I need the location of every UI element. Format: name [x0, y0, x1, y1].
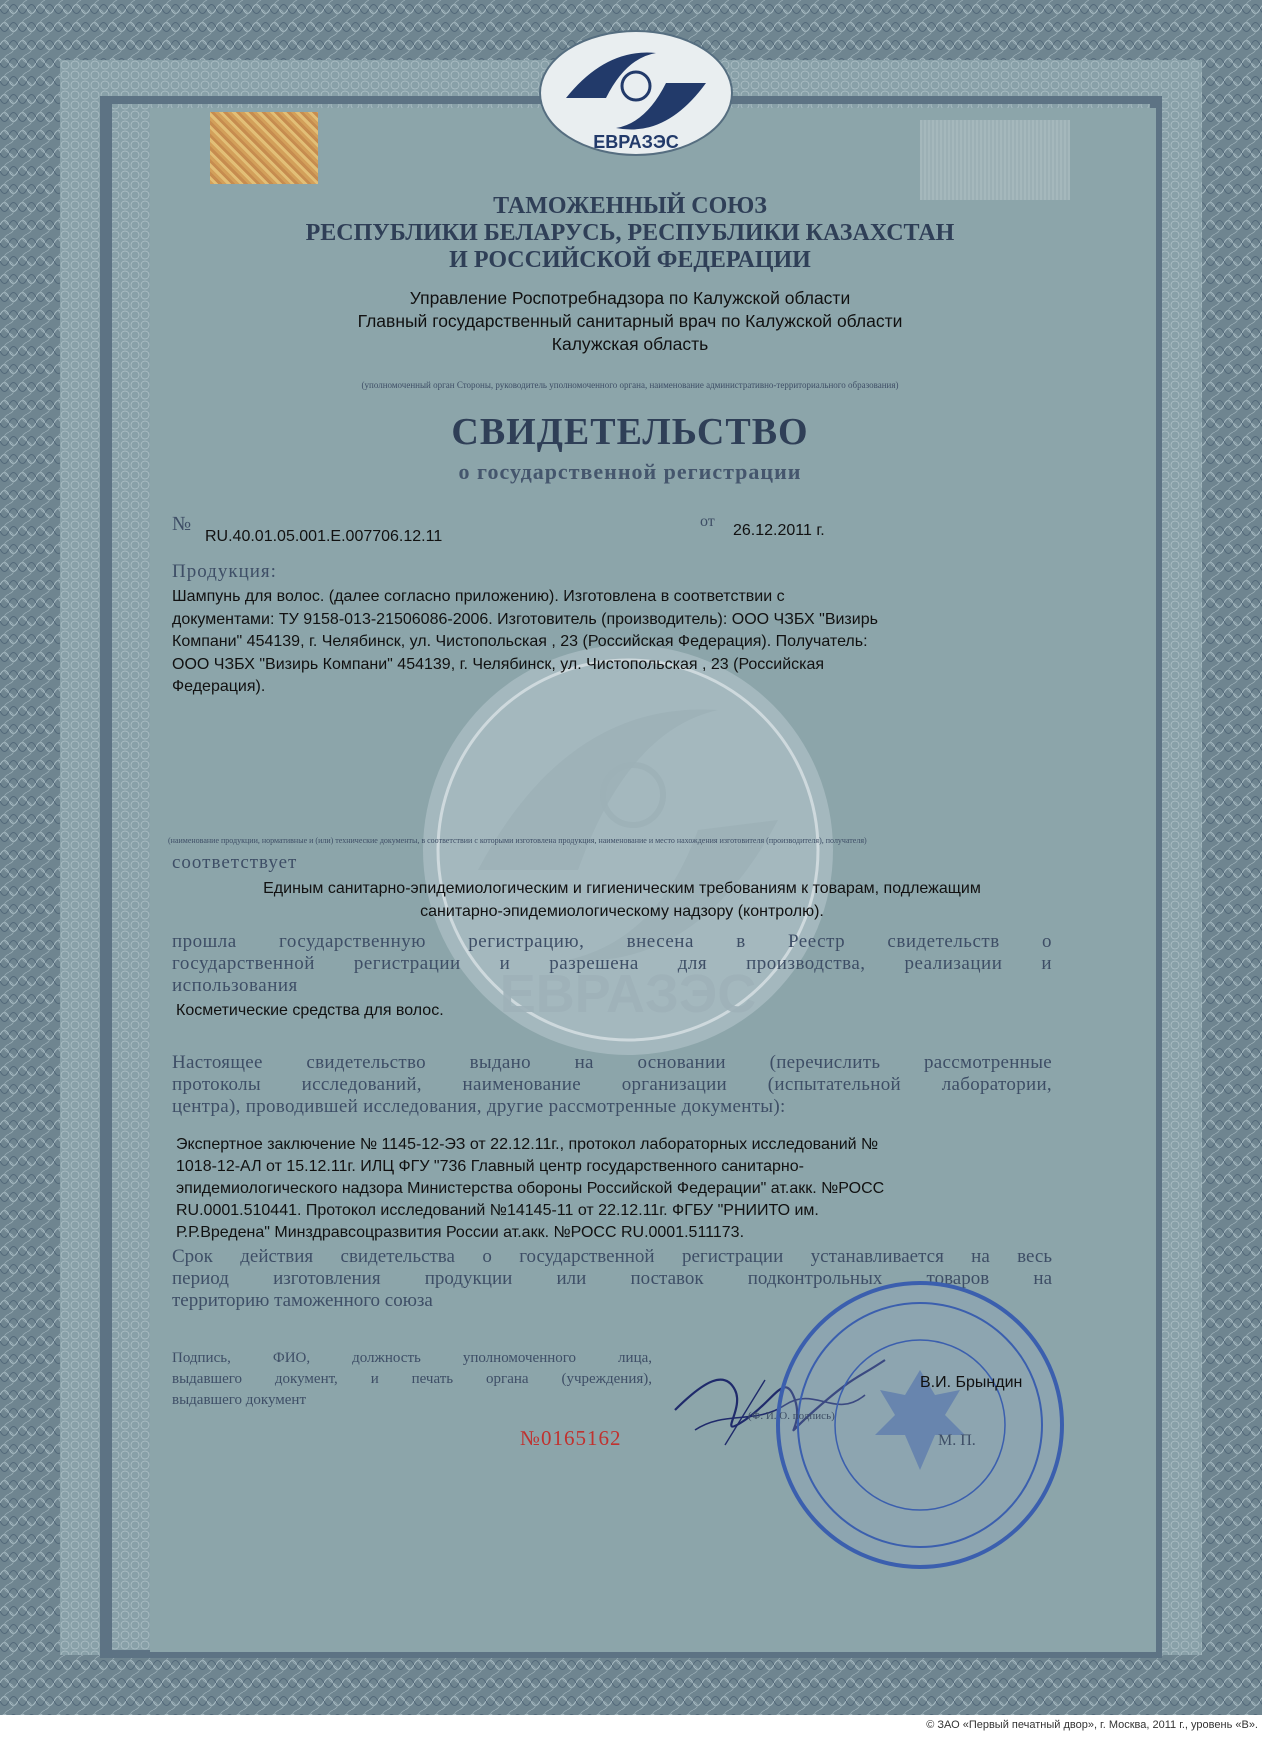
registered-line-1: прошла государственную регистрацию, внесена в Реестр свидетельств о — [172, 931, 1052, 952]
basis-detail-4: RU.0001.510441. Протокол исследований №14145-11 от 22.12.11г. ФГБУ "РНИИТО им. — [176, 1202, 819, 1219]
basis-line-3: центра), проводившей исследования, другие рассмотренные документы): — [172, 1096, 786, 1117]
product-line-1: Шампунь для волос. (далее согласно приложению). Изготовлена в соответствии с — [172, 588, 785, 605]
logo-text: ЕВРАЗЭС — [593, 132, 679, 152]
product-caption: (наименование продукции, нормативные и (или) технические документы, в соответствии с которыми изготовлена продукция, наименование и место нахождения изготовителя (производителя), получателя) — [168, 836, 867, 845]
product-line-4: ООО ЧЗБХ "Визирь Компани" 454139, г. Челябинск, ул. Чистопольская , 23 (Российская — [172, 655, 825, 673]
date-label: от — [700, 513, 715, 530]
registered-line-3: использования — [172, 975, 298, 996]
registration-date: 26.12.2011 г. — [733, 522, 825, 539]
product-line-3: Компани" 454139, г. Челябинск, ул. Чистопольская , 23 (Российская Федерация). Получатель: — [172, 633, 868, 650]
security-watermark-pattern — [920, 120, 1070, 200]
basis-line-2: протоколы исследований, наименование организации (испытательной лаборатории, — [172, 1074, 1052, 1095]
conformity-line-1: Единым санитарно-эпидемиологическим и гигиеническим требованиям к товарам, подлежащим — [263, 880, 981, 897]
authority-line-2: Главный государственный санитарный врач по Калужской области — [357, 311, 903, 331]
stamp-place-label: М. П. — [938, 1432, 976, 1449]
authority-line-3: Калужская область — [551, 334, 709, 354]
certificate-subtitle: о государственной регистрации — [458, 459, 802, 484]
header-line-3: И РОССИЙСКОЙ ФЕДЕРАЦИИ — [449, 247, 811, 273]
validity-line-1: Срок действия свидетельства о государственной регистрации устанавливается на весь — [172, 1246, 1052, 1267]
basis-details — [176, 1134, 1056, 1244]
product-line-5: Федерация). — [172, 678, 266, 695]
eurasec-watermark-icon — [418, 640, 838, 1060]
usage-text: Косметические средства для волос. — [176, 1002, 444, 1019]
authority-caption: (уполномоченный орган Стороны, руководитель уполномоченного органа, наименование административно-территориального образования) — [361, 380, 899, 390]
conformity-label: соответствует — [172, 852, 298, 873]
authority-block — [260, 287, 1000, 356]
conformity-line-2: санитарно-эпидемиологическому надзору (контролю). — [420, 902, 824, 920]
signature-caption — [172, 1348, 652, 1411]
authority-line-1: Управление Роспотребнадзора по Калужской области — [409, 288, 851, 308]
hologram-sticker — [210, 112, 318, 184]
printer-credit: © ЗАО «Первый печатный двор», г. Москва, 2011 г., уровень «В». — [926, 1719, 1258, 1731]
serial-number: №0165162 — [520, 1426, 622, 1450]
watermark-text: ЕВРАЗЭС — [499, 964, 757, 1024]
official-stamp — [770, 1275, 1070, 1575]
basis-detail-5: Р.Р.Вредена" Минздравсоцразвития России ат.акк. №РОСС RU.0001.511173. — [176, 1224, 745, 1241]
union-header — [260, 193, 1000, 274]
basis-line-1: Настоящее свидетельство выдано на основании (перечислить рассмотренные — [172, 1052, 1052, 1073]
product-line-2: документами: ТУ 9158-013-21506086-2006. Изготовитель (производитель): ООО ЧЗБХ "Визирь — [172, 610, 878, 628]
printer-footer — [0, 1715, 1272, 1740]
signatory-name: В.И. Брындин — [920, 1374, 1023, 1391]
header-line-1: ТАМОЖЕННЫЙ СОЮЗ — [493, 193, 767, 219]
signature-caption-2: выдавшего документ, и печать органа (учреждения), — [172, 1371, 652, 1387]
signature-caption-3: выдавшего документ — [172, 1392, 307, 1408]
basis-detail-3: эпидемиологического надзора Министерства обороны Российской Федерации" ат.акк. №РОСС — [176, 1180, 885, 1197]
conformity-text — [172, 878, 1072, 923]
product-description — [172, 586, 1052, 699]
registered-line-2: государственной регистрации и разрешена для производства, реализации и — [172, 953, 1052, 974]
product-label: Продукция: — [172, 561, 277, 582]
validity-line-2: период изготовления продукции или поставок подконтрольных товаров на — [172, 1268, 1052, 1289]
basis-detail-2: 1018-12-АЛ от 15.12.11г. ИЛЦ ФГУ "736 Главный центр государственного санитарно- — [176, 1158, 804, 1175]
basis-detail-1: Экспертное заключение № 1145-12-ЭЗ от 22.12.11г., протокол лабораторных исследований № — [176, 1136, 879, 1153]
signatory-caption: (Ф. И. О. подпись) — [748, 1410, 835, 1422]
basis-statement — [172, 1052, 1052, 1118]
eurasec-logo-icon — [536, 28, 736, 158]
validity-line-3: территорию таможенного союза — [172, 1290, 433, 1311]
number-label: № — [172, 513, 192, 535]
registration-number: RU.40.01.05.001.E.007706.12.11 — [205, 528, 443, 545]
registered-statement — [172, 931, 1052, 997]
signature-caption-1: Подпись, ФИО, должность уполномоченного лица, — [172, 1350, 652, 1366]
header-line-2: РЕСПУБЛИКИ БЕЛАРУСЬ, РЕСПУБЛИКИ КАЗАХСТАН — [305, 220, 955, 246]
certificate-title: СВИДЕТЕЛЬСТВО — [451, 411, 809, 453]
